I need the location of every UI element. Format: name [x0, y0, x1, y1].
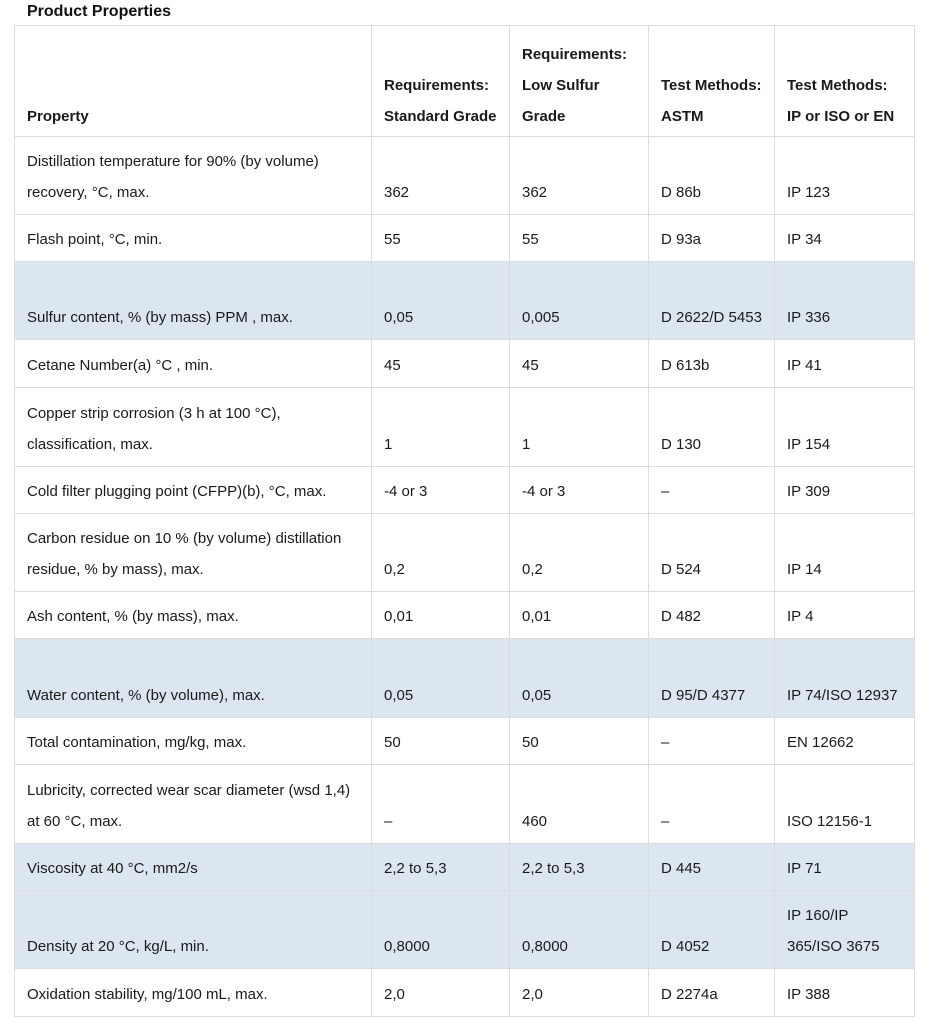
low-sulfur-grade-cell: 0,05 [510, 639, 649, 718]
ip-iso-en-cell: IP 154 [775, 388, 915, 467]
table-row [15, 262, 915, 340]
ip-iso-en-cell: IP 14 [775, 514, 915, 592]
astm-cell: D 482 [649, 592, 775, 639]
ip-iso-en-cell: IP 388 [775, 969, 915, 1017]
property-cell: Ash content, % (by mass), max. [15, 592, 372, 639]
low-sulfur-grade-cell: 50 [510, 718, 649, 765]
ip-iso-en-cell: IP 71 [775, 844, 915, 891]
standard-grade-cell: 1 [372, 388, 510, 467]
ip-iso-en-cell: ISO 12156-1 [775, 765, 915, 844]
ip-iso-en-cell: IP 123 [775, 137, 915, 215]
property-cell: Lubricity, corrected wear scar diameter (wsd 1,4) at 60 °C, max. [15, 765, 372, 844]
table-row [15, 718, 915, 765]
table-row [15, 388, 915, 467]
low-sulfur-grade-cell: 1 [510, 388, 649, 467]
header-astm: Test Methods: ASTM [649, 26, 775, 137]
low-sulfur-grade-cell: 55 [510, 215, 649, 262]
standard-grade-cell: 55 [372, 215, 510, 262]
ip-iso-en-cell: IP 74/ISO 12937 [775, 639, 915, 718]
astm-cell: D 130 [649, 388, 775, 467]
property-cell: Cetane Number(a) °C , min. [15, 340, 372, 388]
ip-iso-en-cell: IP 309 [775, 467, 915, 514]
astm-cell: – [649, 718, 775, 765]
page-title: Product Properties [27, 3, 172, 20]
ip-iso-en-cell: IP 4 [775, 592, 915, 639]
property-cell: Copper strip corrosion (3 h at 100 °C), classification, max. [15, 388, 372, 467]
astm-cell: D 2274a [649, 969, 775, 1017]
property-cell: Carbon residue on 10 % (by volume) distillation residue, % by mass), max. [15, 514, 372, 592]
property-cell: Cold filter plugging point (CFPP)(b), °C, max. [15, 467, 372, 514]
property-cell: Sulfur content, % (by mass) PPM , max. [15, 262, 372, 340]
ip-iso-en-cell: IP 41 [775, 340, 915, 388]
astm-cell: D 95/D 4377 [649, 639, 775, 718]
table-row [15, 765, 915, 844]
astm-cell: – [649, 765, 775, 844]
standard-grade-cell: 0,05 [372, 639, 510, 718]
low-sulfur-grade-cell: 0,8000 [510, 891, 649, 969]
product-properties-table [14, 25, 915, 1017]
property-cell: Total contamination, mg/kg, max. [15, 718, 372, 765]
header-low-sulfur-grade: Requirements: Low Sulfur Grade [510, 26, 649, 137]
property-cell: Flash point, °C, min. [15, 215, 372, 262]
standard-grade-cell: 0,8000 [372, 891, 510, 969]
low-sulfur-grade-cell: 2,2 to 5,3 [510, 844, 649, 891]
standard-grade-cell: 45 [372, 340, 510, 388]
low-sulfur-grade-cell: 2,0 [510, 969, 649, 1017]
header-ip-iso-en: Test Methods: IP or ISO or EN [775, 26, 915, 137]
property-cell: Distillation temperature for 90% (by volume) recovery, °C, max. [15, 137, 372, 215]
low-sulfur-grade-cell: 362 [510, 137, 649, 215]
standard-grade-cell: 0,01 [372, 592, 510, 639]
standard-grade-cell: 50 [372, 718, 510, 765]
standard-grade-cell: 362 [372, 137, 510, 215]
low-sulfur-grade-cell: 45 [510, 340, 649, 388]
standard-grade-cell: 0,05 [372, 262, 510, 340]
astm-cell: D 4052 [649, 891, 775, 969]
table-row [15, 844, 915, 891]
low-sulfur-grade-cell: 0,005 [510, 262, 649, 340]
table-row [15, 215, 915, 262]
table-row [15, 514, 915, 592]
property-cell: Oxidation stability, mg/100 mL, max. [15, 969, 372, 1017]
standard-grade-cell: 2,2 to 5,3 [372, 844, 510, 891]
header-property: Property [15, 26, 372, 137]
header-standard-grade: Requirements: Standard Grade [372, 26, 510, 137]
low-sulfur-grade-cell: 0,2 [510, 514, 649, 592]
table-row [15, 969, 915, 1017]
astm-cell: D 613b [649, 340, 775, 388]
table-row [15, 340, 915, 388]
standard-grade-cell: 2,0 [372, 969, 510, 1017]
table-row [15, 592, 915, 639]
ip-iso-en-cell: EN 12662 [775, 718, 915, 765]
property-cell: Density at 20 °C, kg/L, min. [15, 891, 372, 969]
astm-cell: D 445 [649, 844, 775, 891]
ip-iso-en-cell: IP 34 [775, 215, 915, 262]
property-cell: Water content, % (by volume), max. [15, 639, 372, 718]
low-sulfur-grade-cell: 460 [510, 765, 649, 844]
standard-grade-cell: -4 or 3 [372, 467, 510, 514]
low-sulfur-grade-cell: 0,01 [510, 592, 649, 639]
header-row [15, 26, 915, 137]
table-row [15, 891, 915, 969]
table-row [15, 137, 915, 215]
ip-iso-en-cell: IP 336 [775, 262, 915, 340]
standard-grade-cell: 0,2 [372, 514, 510, 592]
astm-cell: D 93a [649, 215, 775, 262]
property-cell: Viscosity at 40 °C, mm2/s [15, 844, 372, 891]
astm-cell: D 524 [649, 514, 775, 592]
astm-cell: D 2622/D 5453 [649, 262, 775, 340]
ip-iso-en-cell: IP 160/IP 365/ISO 3675 [775, 891, 915, 969]
astm-cell: D 86b [649, 137, 775, 215]
standard-grade-cell: – [372, 765, 510, 844]
low-sulfur-grade-cell: -4 or 3 [510, 467, 649, 514]
table-row [15, 639, 915, 718]
astm-cell: – [649, 467, 775, 514]
table-row [15, 467, 915, 514]
